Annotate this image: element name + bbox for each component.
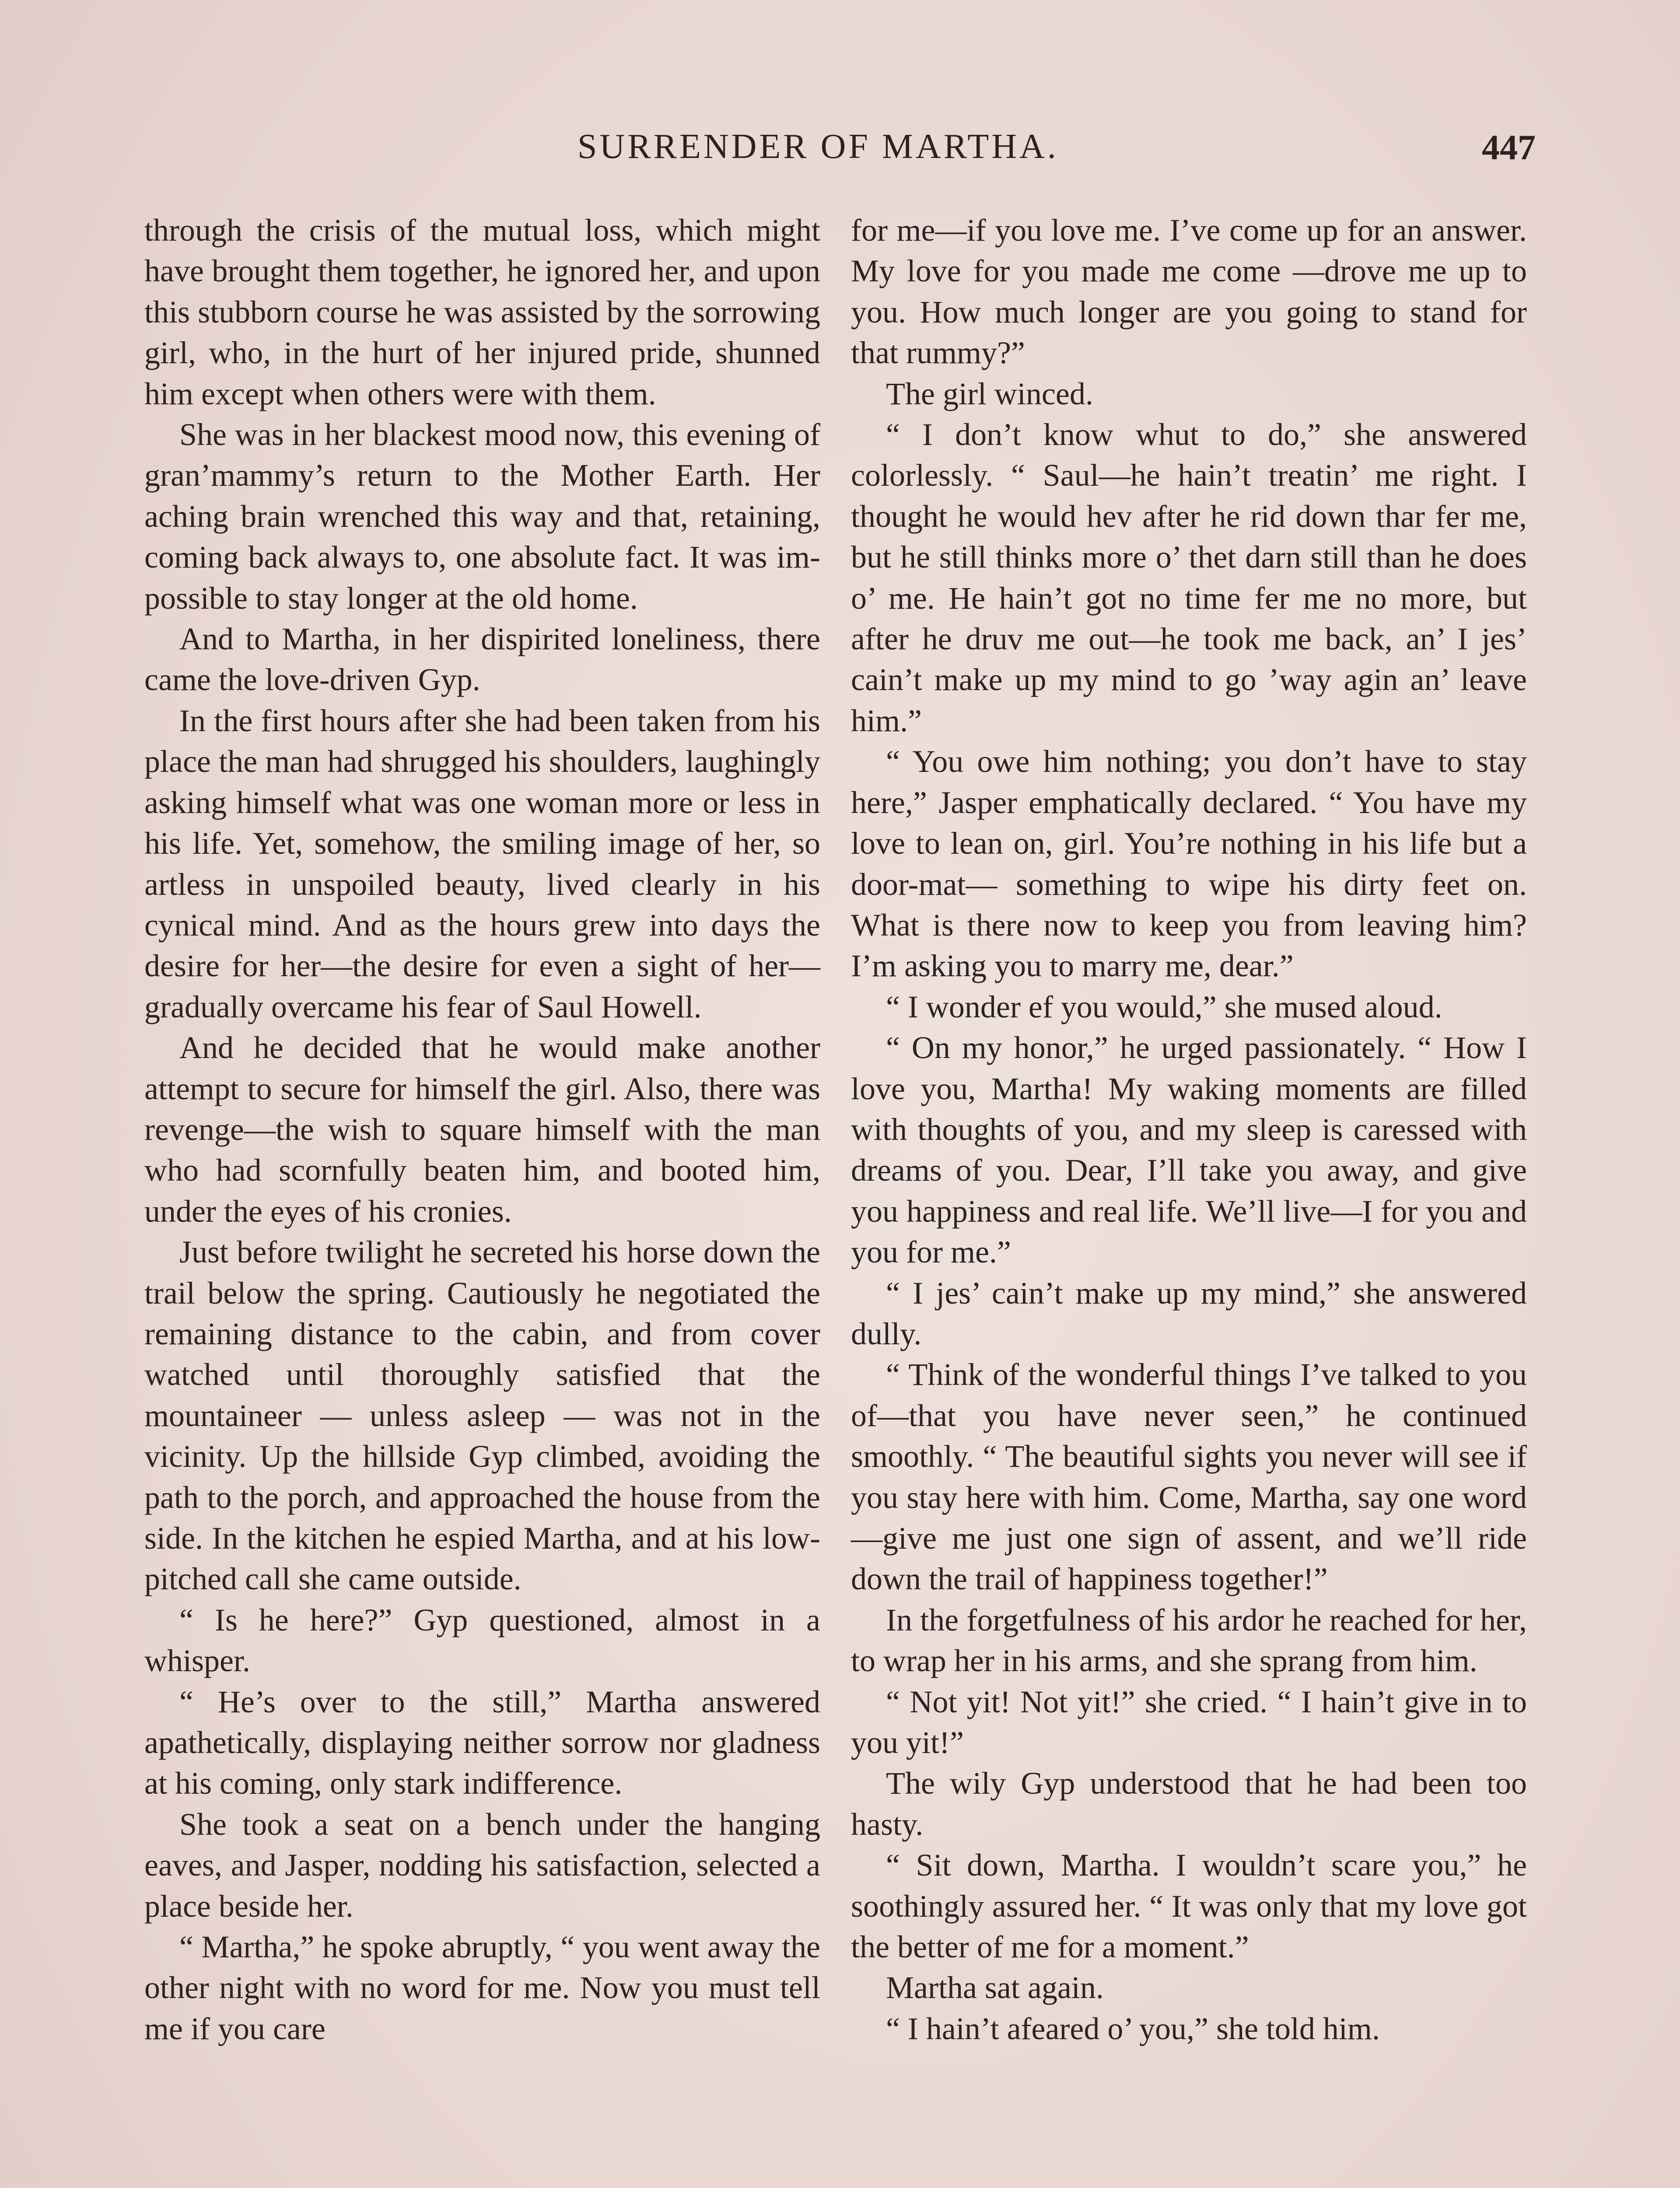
paragraph: And to Martha, in her dispirited loneliness, there came the love-driven Gyp.: [144, 621, 820, 698]
paragraph: “ Not yit! Not yit!” she cried. “ I hain’t give in to you yit!”: [851, 1684, 1527, 1760]
paragraph: “ Martha,” he spoke abruptly, “ you went away the other night with no word for me. Now you must tell me if you care: [144, 1929, 820, 2046]
paragraph: through the crisis of the mutual loss, which might have brought them together, he ignored her, and upon this stubborn course he was assisted by the sorrowing girl, who, in the hurt of her injured pride, shunned him except when others were with them.: [144, 213, 820, 411]
paragraph: And he decided that he would make another attempt to secure for himself the girl. Also, there was revenge—the wish to square himself with the man who had scornfully beaten him, and booted him, under the eyes of his cronies.: [144, 1030, 820, 1229]
paragraph: “ Is he here?” Gyp questioned, almost in a whisper.: [144, 1602, 820, 1679]
paragraph: She was in her blackest mood now, this evening of gran’mammy’s return to the Mother Earth. Her aching brain wrenched this way and that, retaining, coming back always to, one absolute fact. It was impossible to stay longer at the old home.: [144, 417, 820, 616]
paragraph: “ I don’t know whut to do,” she answered colorlessly. “ Saul—he hain’t treatin’ me right. I thought he would hev after he rid down thar fer me, but he still thinks more o’ thet darn still than he does o’ me. He hain’t got no time fer me no more, but after he druv me out—he took me back, an’ I jes’ cain’t make up my mind to go ’way agin an’ leave him.”: [851, 417, 1527, 738]
paragraph: “ Think of the wonderful things I’ve talked to you of—that you have never seen,” he continued smoothly. “ The beautiful sights you never will see if you stay here with him. Come, Martha, say one word—give me just one sign of assent, and we’ll ride down the trail of happiness together!”: [851, 1357, 1527, 1597]
paragraph: She took a seat on a bench under the hanging eaves, and Jasper, nodding his satisfaction, selected a place beside her.: [144, 1806, 820, 1924]
paragraph: Martha sat again.: [886, 1970, 1104, 2006]
paragraph: In the forgetfulness of his ardor he reached for her, to wrap her in his arms, and she sprang from him.: [851, 1602, 1527, 1679]
paragraph: The wily Gyp understood that he had been too hasty.: [851, 1766, 1527, 1842]
paragraph: “ I wonder ef you would,” she mused aloud.: [886, 989, 1442, 1024]
paragraph: “ Sit down, Martha. I wouldn’t scare you,” he soothingly assured her. “ It was only that my love got the better of me for a moment.”: [851, 1848, 1527, 1965]
paragraph: “ I jes’ cain’t make up my mind,” she answered dully.: [851, 1275, 1527, 1351]
paragraph: In the first hours after she had been taken from his place the man had shrugged his shoulders, laughingly asking himself what was one woman more or less in his life. Yet, somehow, the smiling image of her, so artless in unspoiled beauty, lived clearly in his cynical mind. And as the hours grew into days the desire for her—the desire for even a sight of her—gradually overcame his fear of Saul Howell.: [144, 703, 820, 1024]
paragraph: The girl winced.: [886, 376, 1093, 411]
paragraph: “ You owe him nothing; you don’t have to stay here,” Jasper emphatically declared. “ You have my love to lean on, girl. You’re nothing in his life but a door-mat— something to wipe his dirty feet on. What is there now to keep you from leaving him? I’m asking you to marry me, dear.”: [851, 744, 1527, 984]
running-title: SURRENDER OF MARTHA.: [578, 127, 1059, 166]
paragraph: for me—if you love me. I’ve come up for an answer. My love for you made me come —drove me up to you. How much longer are you going to stand for that rummy?”: [851, 213, 1527, 371]
running-head: [144, 127, 1536, 175]
paragraph: “ He’s over to the still,” Martha answered apathetically, displaying neither sorrow nor gladness at his coming, only stark indifference.: [144, 1684, 820, 1801]
right-column: [851, 210, 1527, 2049]
paragraph: “ On my honor,” he urged passionately. “ How I love you, Martha! My waking moments are filled with thoughts of you, and my sleep is caressed with dreams of you. Dear, I’ll take you away, and give you happiness and real life. We’ll live—I for you and you for me.”: [851, 1030, 1527, 1270]
left-column: [144, 210, 820, 2049]
paragraph: “ I hain’t afeared o’ you,” she told him.: [886, 2011, 1380, 2046]
page-number: 447: [1482, 127, 1536, 167]
paragraph: Just before twilight he secreted his horse down the trail below the spring. Cautiously he negotiated the remaining distance to the cabin, and from cover watched until thoroughly satisfied that the mountaineer — unless asleep — was not in the vicinity. Up the hillside Gyp climbed, avoiding the path to the porch, and approached the house from the side. In the kitchen he espied Martha, and at his low-pitched call she came outside.: [144, 1234, 820, 1597]
